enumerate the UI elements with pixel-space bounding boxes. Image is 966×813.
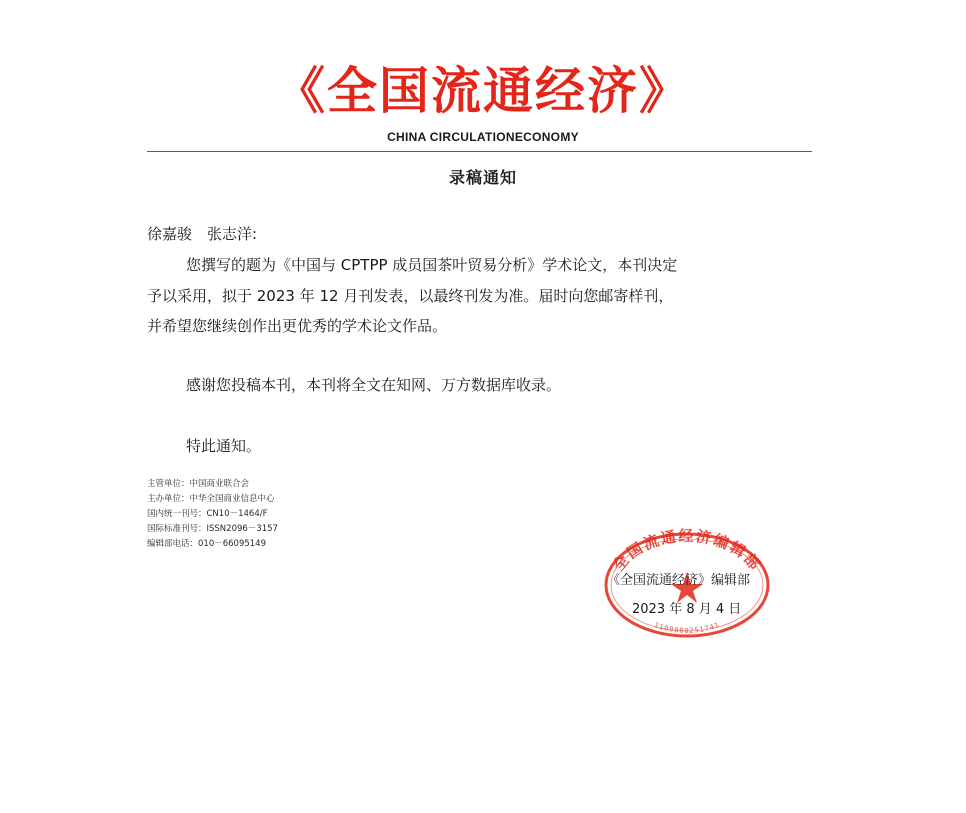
paragraph-3: 特此通知。	[186, 437, 262, 455]
header-divider	[147, 151, 812, 152]
journal-masthead-title: 《全国流通经济》	[275, 62, 691, 120]
seal-number-textpath: 1100000251741	[653, 620, 721, 635]
signature-date: 2023 年 8 月 4 日	[632, 602, 742, 617]
paragraph-2: 感谢您投稿本刊，本刊将全文在知网、万方数据库收录。	[186, 376, 562, 394]
signature-department: 《全国流通经济》编辑部	[607, 573, 751, 588]
addressee: 徐嘉骏 张志洋:	[147, 225, 258, 243]
seal-arc-text	[609, 528, 764, 575]
info-supervisor: 主管单位：中国商业联合会	[147, 479, 250, 489]
paragraph-1-line-3: 并希望您继续创作出更优秀的学术论文作品。	[147, 317, 448, 335]
paragraph-1-line-1: 您撰写的题为《中国与 CPTPP 成员国茶叶贸易分析》学术论文，本刊决定	[186, 256, 678, 274]
publication-info-list	[147, 477, 278, 552]
paragraph-1-line-2: 予以采用，拟于 2023 年 12 月刊发表，以最终刊发为准。届时向您邮寄样刊，	[147, 287, 674, 305]
info-issn: 国际标准刊号：ISSN2096－3157	[147, 524, 278, 534]
journal-masthead-subtitle: CHINA CIRCULATIONECONOMY	[387, 130, 579, 144]
info-cn-number: 国内统一刊号：CN10－1464/F	[147, 509, 268, 519]
seal-arc-textpath: 全国流通经济编辑部	[609, 528, 765, 575]
info-sponsor: 主办单位：中华全国商业信息中心	[147, 494, 275, 504]
notice-title: 录稿通知	[448, 168, 517, 187]
info-phone: 编辑部电话：010－66095149	[147, 539, 266, 549]
